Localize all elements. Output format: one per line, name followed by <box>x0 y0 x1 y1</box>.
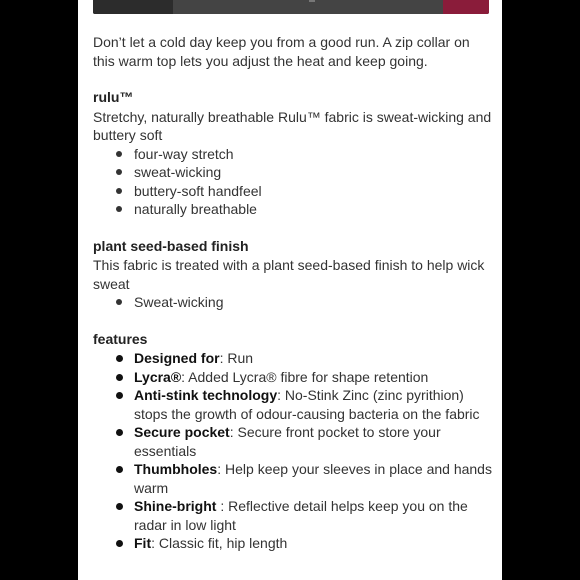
product-description-page <box>78 0 502 580</box>
list-item: buttery-soft handfeel <box>93 182 493 201</box>
features-heading: features <box>93 330 148 347</box>
feature-value: No-Stink Zinc (zinc pyrithion) stops the growth of odour-causing bacteria on the fabric <box>134 387 480 422</box>
feature-item <box>93 368 493 387</box>
feature-value: Added Lycra® fibre for shape retention <box>188 368 429 385</box>
list-item: naturally breathable <box>93 200 493 219</box>
top-bar-accent-button[interactable] <box>443 0 489 14</box>
feature-item <box>93 497 493 534</box>
rulu-heading: rulu™ <box>93 89 134 105</box>
feature-key: Secure pocket <box>134 424 230 440</box>
feature-value: Run <box>227 350 254 366</box>
feature-item <box>93 460 493 497</box>
feature-item <box>93 423 493 460</box>
list-item: Sweat-wicking <box>93 293 493 312</box>
feature-sep: : <box>277 387 285 403</box>
feature-value: Help keep your sleeves in place and hands warm <box>134 461 492 496</box>
feature-sep: : <box>216 498 229 514</box>
rulu-list <box>93 145 493 219</box>
top-bar-indicator <box>309 0 315 2</box>
finish-description: This fabric is treated with a plant seed-based finish to help wick sweat <box>93 257 485 292</box>
feature-sep: : <box>151 535 159 551</box>
feature-key: Fit <box>134 535 152 551</box>
feature-key: Thumbholes <box>134 461 218 477</box>
feature-item <box>93 534 493 553</box>
feature-key: Shine-bright <box>134 498 217 514</box>
list-item: sweat-wicking <box>93 163 493 182</box>
feature-sep: : <box>217 461 226 477</box>
top-bar[interactable] <box>93 0 489 14</box>
feature-item <box>93 386 493 423</box>
feature-item <box>93 349 493 368</box>
feature-sep: : <box>229 424 238 440</box>
description-content <box>93 33 493 553</box>
feature-value: Secure front pocket to store your essentials <box>134 424 441 459</box>
feature-key: Lycra® <box>134 368 182 385</box>
feature-key: Designed for <box>134 350 220 366</box>
feature-key: Anti-stink technology <box>134 387 278 403</box>
top-bar-middle-segment[interactable] <box>173 0 443 14</box>
features-list <box>93 349 493 553</box>
feature-value: Reflective detail helps keep you on the radar in low light <box>134 498 468 533</box>
top-bar-left-segment[interactable] <box>93 0 173 14</box>
rulu-description: Stretchy, naturally breathable Rulu™ fabric is sweat-wicking and buttery soft <box>93 108 492 143</box>
intro-text: Don’t let a cold day keep you from a good run. A zip collar on this warm top lets you adjust the heat and keep going. <box>93 34 470 69</box>
feature-sep: : <box>219 350 228 366</box>
finish-heading: plant seed-based finish <box>93 237 249 254</box>
feature-value: Classic fit, hip length <box>158 535 288 551</box>
feature-sep: : <box>181 368 189 385</box>
finish-list <box>93 293 493 312</box>
list-item: four-way stretch <box>93 145 493 164</box>
